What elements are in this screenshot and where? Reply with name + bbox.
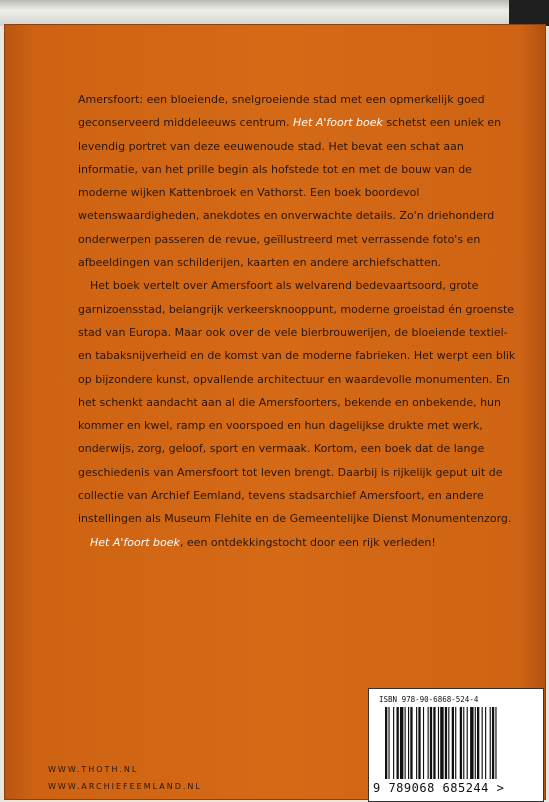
barcode-bar	[485, 707, 486, 779]
blurb-text	[78, 88, 518, 554]
barcode-bar	[416, 707, 417, 779]
barcode-bar	[475, 707, 476, 779]
barcode-bar	[445, 707, 447, 779]
barcode-digits: 9 789068 685244 >	[373, 781, 505, 795]
barcode-bar	[470, 707, 473, 779]
paragraph-1-body: schetst een uniek en levendig portret van deze eeuwenoude stad. Het bevat een schat aan informatie, van het prille begin als hofstede tot en met de bouw van de moderne wijken Kattenbroek en Vathorst. Een boek boordevol wetenswaardigheden, anekdotes en onverwachte details. Zo'n driehonderd onderwerpen passeren de revue, geïllustreerd met verrassende foto's en afbeeldingen van schilderijen, kaarten en andere archiefschatten.	[78, 116, 502, 270]
barcode-bar	[408, 707, 409, 779]
barcode-bar	[460, 707, 462, 779]
barcode-bar	[400, 707, 403, 779]
back-cover	[4, 24, 546, 800]
website-archiefeemland: WWW.ARCHIEFEEMLAND.NL	[48, 782, 202, 791]
barcode-bar	[482, 707, 483, 779]
barcode-bar	[428, 707, 429, 779]
book-top-edge	[0, 0, 549, 26]
book-title-inline: Het A'foort boek	[292, 116, 383, 130]
barcode-bar	[433, 707, 435, 779]
barcode-bar	[455, 707, 456, 779]
isbn-number: ISBN 978-90-6868-524-4	[379, 695, 479, 704]
barcode-bar	[463, 707, 464, 779]
barcode-bar	[393, 707, 394, 779]
paragraph-1-intro: Amersfoort: een bloeiende, snelgroeiende stad met een opmerkelijk goed geconserveerd middeleeuws centrum.	[78, 93, 485, 130]
barcode-bar	[492, 707, 494, 779]
paragraph-1	[78, 88, 518, 274]
barcode-bar	[448, 707, 449, 779]
barcode-bar	[490, 707, 491, 779]
barcode-bar	[440, 707, 443, 779]
barcode-bar	[452, 707, 454, 779]
paragraph-3-body: , een ontdekkingstocht door een rijk verleden!	[179, 535, 436, 549]
barcode-bar	[438, 707, 439, 779]
barcode-bar	[477, 707, 479, 779]
barcode-bar	[423, 707, 424, 779]
paragraph-2: Het boek vertelt over Amersfoort als welvarend bedevaartsoord, grote garnizoensstad, belangrijk verkeersknooppunt, moderne groeistad én groenste stad van Europa. Maar ook over de vele bierbrouwerijen, de bloeiende textiel- en tabaksnijverheid en de komst van de moderne fabrieken. Het werpt een blik op bijzondere kunst, opvallende architectuur en waardevolle monumenten. En het schenkt aandacht aan al die Amersfoorters, bekende en onbekende, hun kommer en kwel, ramp en voorspoed en hun dagelijkse drukte met werk, onderwijs, zorg, geloof, sport en vermaak. Kortom, een boek dat de lange geschiedenis van Amersfoort tot leven brengt. Daarbij is rijkelijk geput uit de collectie van Archief Eemland, tevens stadsarchief Amersfoort, en andere instellingen als Museum Flehite en de Gemeentelijke Dienst Monumentenzorg.	[78, 279, 516, 526]
barcode-bar	[405, 707, 406, 779]
book-title-inline: Het A'foort boek	[90, 535, 180, 549]
barcode-bar	[388, 707, 389, 779]
barcode-bar	[467, 707, 468, 779]
barcode-bar	[495, 707, 496, 779]
barcode-bar	[397, 707, 399, 779]
website-thoth: WWW.THOTH.NL	[48, 765, 139, 774]
website-list	[48, 761, 202, 795]
barcode-bar	[385, 707, 387, 779]
barcode-bars	[385, 707, 533, 779]
barcode-bar	[418, 707, 420, 779]
barcode-label	[368, 688, 544, 802]
barcode-bar	[410, 707, 412, 779]
paragraph-3	[78, 531, 518, 554]
barcode-bar	[430, 707, 432, 779]
